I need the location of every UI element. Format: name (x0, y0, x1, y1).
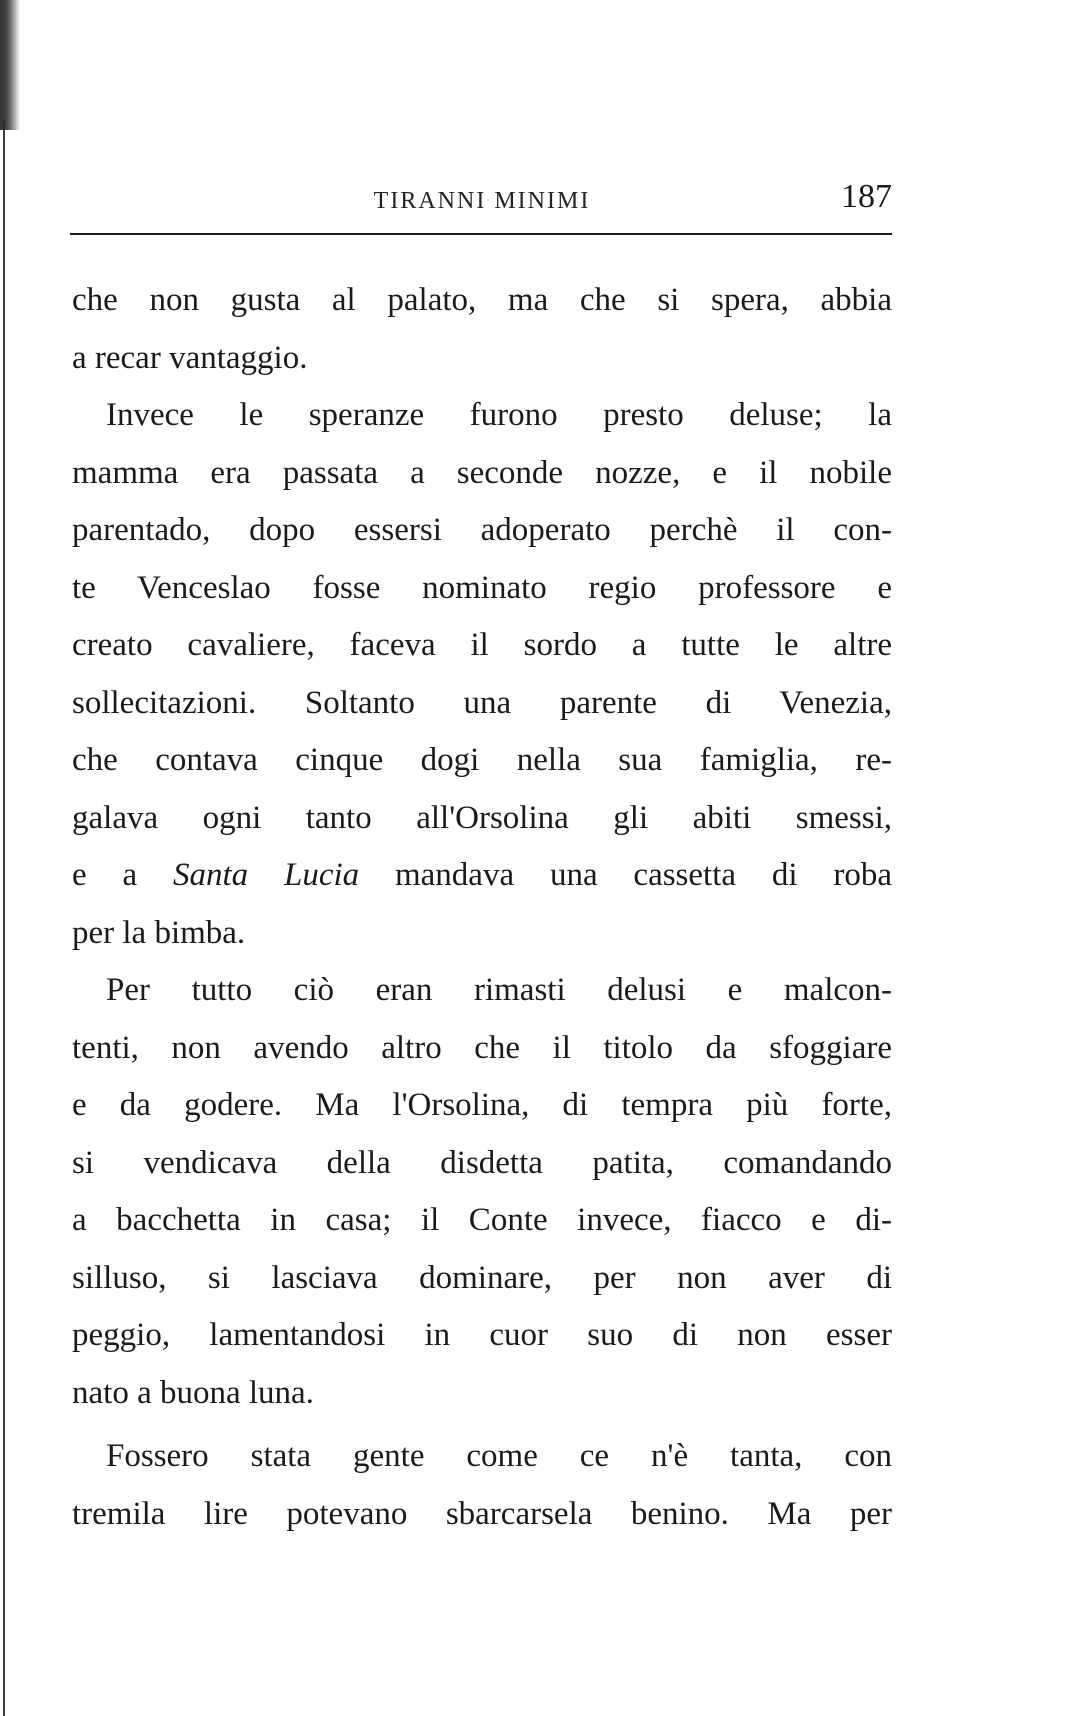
text-line: mamma era passata a seconde nozze, e il nobile (72, 454, 892, 491)
text-segment: mandava una cassetta di roba (359, 857, 893, 893)
text-line: sollecitazioni. Soltanto una parente di Venezia, (72, 684, 892, 721)
text-line: a bacchetta in casa; il Conte invece, fiacco e di- (72, 1202, 892, 1238)
text-line: parentado, dopo essersi adoperato perchè il con- (72, 512, 892, 548)
text-line: nato a buona luna. (72, 1374, 314, 1411)
text-line: e da godere. Ma l'Orsolina, di tempra più forte, (72, 1087, 892, 1123)
text-line: che contava cinque dogi nella sua famiglia, re- (72, 742, 892, 778)
paragraph-first-line: Per tutto ciò eran rimasti delusi e malcon- (106, 972, 892, 1008)
text-line: silluso, si lasciava dominare, per non aver di (72, 1259, 892, 1296)
text-line: galava ogni tanto all'Orsolina gli abiti smessi, (72, 799, 892, 836)
text-line: si vendicava della disdetta patita, comandando (72, 1144, 892, 1181)
page-number: 187 (841, 178, 892, 215)
text-line: che non gusta al palato, ma che si spera, abbia (72, 282, 892, 318)
paragraph-first-line: Fossero stata gente come ce n'è tanta, con (106, 1438, 892, 1474)
text-line-with-italic (72, 847, 892, 905)
text-line: tremila lire potevano sbarcarsela benino. Ma per (72, 1495, 892, 1532)
paragraph-first-line: Invece le speranze furono presto deluse; la (106, 397, 892, 433)
text-line: te Venceslao fosse nominato regio professore e (72, 569, 892, 606)
running-title: TIRANNI MINIMI (373, 188, 591, 214)
text-line: peggio, lamentandosi in cuor suo di non esser (72, 1317, 892, 1353)
text-line: creato cavaliere, faceva il sordo a tutte le altre (72, 627, 892, 663)
running-header (72, 176, 892, 226)
text-segment: e a (72, 857, 173, 893)
page-edge-shadow (0, 0, 34, 130)
header-rule (70, 233, 892, 235)
body-text (72, 272, 892, 1543)
italic-title: Santa Lucia (172, 857, 360, 893)
text-line: per la bimba. (72, 914, 246, 951)
page-edge-line (3, 120, 5, 1716)
text-line: a recar vantaggio. (72, 339, 308, 376)
text-line: tenti, non avendo altro che il titolo da sfoggiare (72, 1029, 892, 1066)
